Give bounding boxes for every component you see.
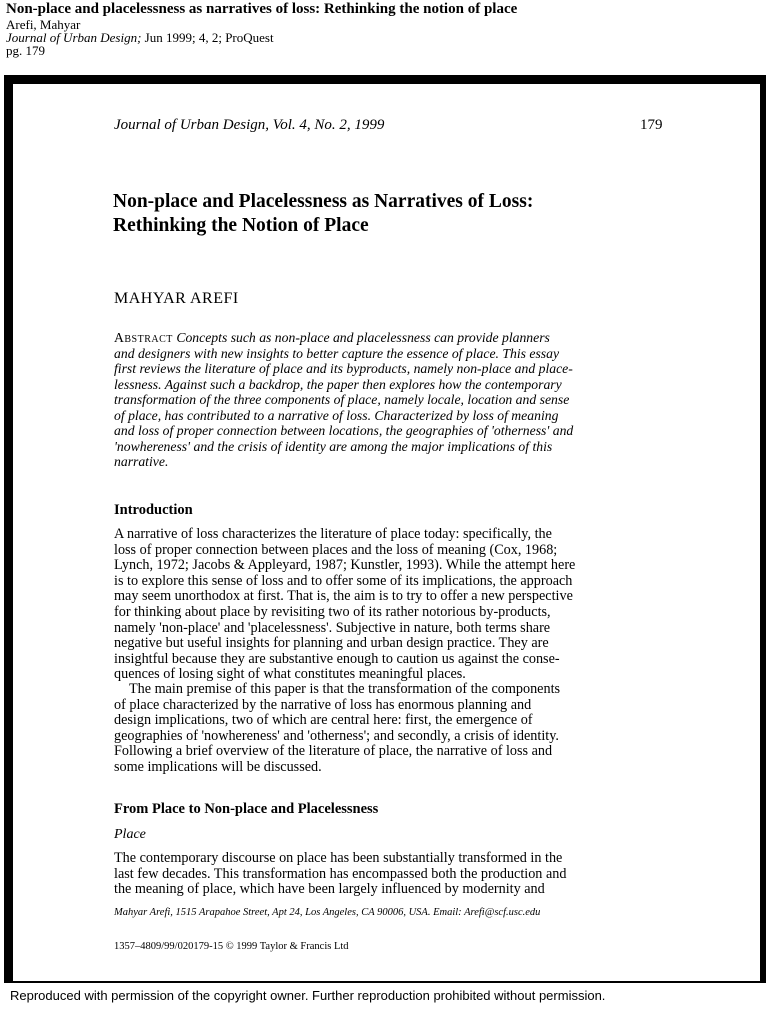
paragraph-line: insightful because they are substantive enough to caution us against the conse-: [114, 650, 560, 667]
article-title: [113, 190, 533, 238]
citation-journal-details: Jun 1999; 4, 2; ProQuest: [141, 30, 274, 45]
section-heading: From Place to Non-place and Placelessness: [114, 801, 379, 817]
scanned-page: [13, 84, 760, 981]
abstract-line: and loss of proper connection between locations, the geographies of 'otherness' and: [114, 423, 574, 438]
intro-paragraph-2: [114, 682, 670, 776]
citation-author: Arefi, Mahyar: [6, 17, 81, 32]
paragraph-line: namely 'non-place' and 'placelessness'. Subjective in nature, both terms share: [114, 619, 551, 636]
abstract-text: Concepts such as non-place and placelessness can provide planners: [176, 330, 550, 345]
paragraph-line: Following a brief overview of the literature of place, the narrative of loss and: [114, 743, 553, 760]
paragraph-line: A narrative of loss characterizes the literature of place today: specifically, the: [114, 526, 552, 542]
page-number: 179: [640, 117, 663, 133]
proquest-citation-header: [6, 1, 762, 57]
citation-journal: [6, 31, 762, 44]
article-title-line-1: Non-place and Placelessness as Narratives of Loss:: [113, 191, 534, 212]
abstract-label: Abstract: [114, 330, 173, 345]
running-head: Journal of Urban Design, Vol. 4, No. 2, 1999: [114, 117, 385, 133]
abstract-line: lessness. Against such a backdrop, the paper then explores how the contemporary: [114, 376, 562, 392]
abstract-line: of place, has contributed to a narrative of loss. Characterized by loss of meaning: [114, 407, 559, 423]
paragraph-line: loss of proper connection between places and the loss of meaning (Cox, 1968;: [114, 541, 558, 558]
paragraph-line: last few decades. This transformation has encompassed both the production and: [114, 865, 567, 882]
citation-journal-name: Journal of Urban Design;: [6, 30, 142, 45]
copyright-line: 1357–4809/99/020179-15 © 1999 Taylor & Francis Ltd: [114, 941, 349, 952]
paragraph-line: may seem unorthodox at first. That is, the aim is to try to offer a new perspective: [114, 588, 573, 605]
citation-page: pg. 179: [6, 43, 45, 58]
paragraph-line: is to explore this sense of loss and to offer some of its implications, the approach: [114, 572, 573, 589]
permission-notice: Reproduced with permission of the copyright owner. Further reproduction prohibited without permission.: [10, 988, 606, 1003]
citation-title: Non-place and placelessness as narratives of loss: Rethinking the notion of place: [6, 1, 518, 17]
paragraph-line: The main premise of this paper is that the transformation of the components: [129, 681, 561, 697]
paragraph-line: design implications, two of which are central here: first, the emergence of: [114, 712, 533, 729]
abstract-line: first reviews the literature of place and its byproducts, namely non-place and place-: [114, 361, 573, 376]
paragraph-line: The contemporary discourse on place has been substantially transformed in the: [114, 850, 563, 866]
abstract-line: transformation of the three components of place, namely locale, location and sense: [114, 392, 570, 407]
abstract-line: and designers with new insights to better capture the essence of place. This essay: [114, 345, 560, 361]
abstract-line: 'nowhereness' and the crisis of identity are among the major implications of this: [114, 438, 553, 454]
introduction-heading: Introduction: [114, 502, 193, 518]
article-title-line-2: Rethinking the Notion of Place: [113, 215, 369, 236]
abstract-line: narrative.: [114, 454, 169, 469]
paragraph-line: of place characterized by the narrative of loss has enormous planning and: [114, 696, 532, 713]
author-address-footnote: Mahyar Arefi, 1515 Arapahoe Street, Apt 24, Los Angeles, CA 90006, USA. Email: Arefi@scf.usc.edu: [114, 907, 541, 918]
paragraph-line: some implications will be discussed.: [114, 758, 322, 775]
paragraph-line: quences of losing sight of what constitutes meaningful places.: [114, 666, 466, 683]
paragraph-line: negative but useful insights for planning and urban design practice. They are: [114, 635, 549, 652]
abstract: [114, 330, 670, 470]
paragraph-line: for thinking about place by revisiting two of its rather notorious by-products,: [114, 603, 551, 620]
paragraph-line: geographies of 'nowhereness' and 'otherness'; and secondly, a crisis of identity.: [114, 727, 559, 744]
article-author: MAHYAR AREFI: [114, 290, 239, 307]
paragraph-line: Lynch, 1972; Jacobs & Appleyard, 1987; Kunstler, 1993). While the attempt here: [114, 557, 576, 574]
scanned-page-border: [4, 75, 766, 983]
intro-paragraph-1: [114, 527, 670, 683]
abstract-line: [114, 330, 670, 346]
subsection-heading: Place: [114, 827, 146, 842]
place-paragraph: [114, 851, 670, 898]
paragraph-line: the meaning of place, which have been largely influenced by modernity and: [114, 881, 545, 898]
